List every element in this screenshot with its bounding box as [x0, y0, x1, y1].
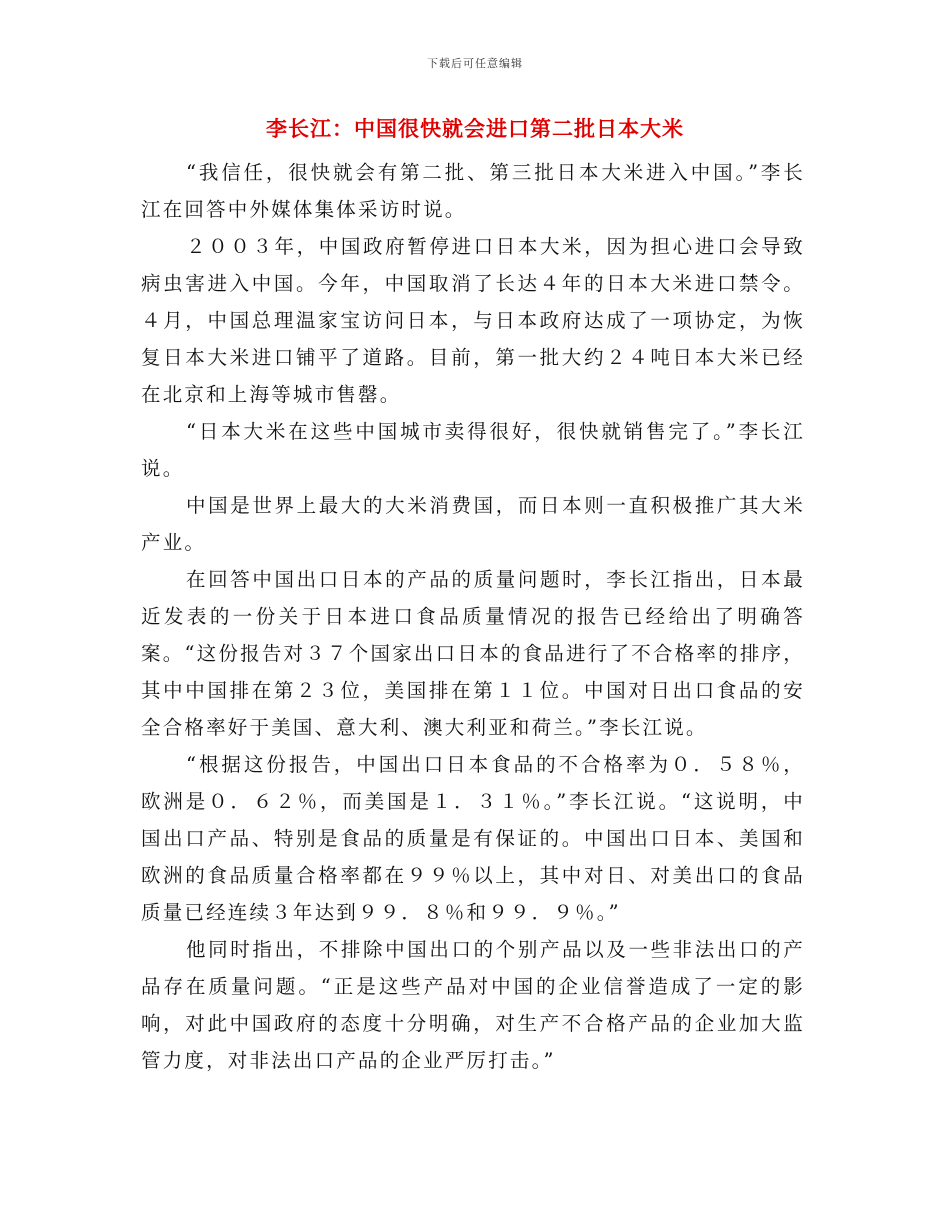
article-body: [141, 154, 805, 1079]
header-note: 下载后可任意编辑: [427, 57, 523, 70]
article-title: 李长江：中国很快就会进口第二批日本大米: [266, 117, 684, 141]
paragraph: ２００３年，中国政府暂停进口日本大米，因为担心进口会导致病虫害进入中国。今年，中国取消了长达４年的日本大米进口禁令。４月，中国总理温家宝访问日本，与日本政府达成了一项协定，为恢复日本大米进口铺平了道路。目前，第一批大约２４吨日本大米已经在北京和上海等城市售罄。: [141, 235, 805, 406]
paragraph: 中国是世界上最大的大米消费国，而日本则一直积极推广其大米产业。: [141, 494, 805, 554]
paragraph: “根据这份报告，中国出口日本食品的不合格率为０．５８％，欧洲是０．６２％，而美国是１．３１％。”李长江说。“这说明，中国出口产品、特别是食品的质量是有保证的。中国出口日本、美国和欧洲的食品质量合格率都在９９％以上，其中对日、对美出口的食品质量已经连续３年达到９９．８％和９９．９％。”: [141, 753, 805, 924]
paragraph: 在回答中国出口日本的产品的质量问题时，李长江指出，日本最近发表的一份关于日本进口食品质量情况的报告已经给出了明确答案。“这份报告对３７个国家出口日本的食品进行了不合格率的排序，其中中国排在第２３位，美国排在第１１位。中国对日出口食品的安全合格率好于美国、意大利、澳大利亚和荷兰。”李长江说。: [141, 568, 805, 739]
paragraph: “日本大米在这些中国城市卖得很好，很快就销售完了。”李长江说。: [141, 420, 805, 480]
paragraph: 他同时指出，不排除中国出口的个别产品以及一些非法出口的产品存在质量问题。“正是这些产品对中国的企业信誉造成了一定的影响，对此中国政府的态度十分明确，对生产不合格产品的企业加大监管力度，对非法出口产品的企业严厉打击。”: [141, 938, 805, 1072]
paragraph: “我信任，很快就会有第二批、第三批日本大米进入中国。”李长江在回答中外媒体集体采访时说。: [141, 161, 805, 221]
